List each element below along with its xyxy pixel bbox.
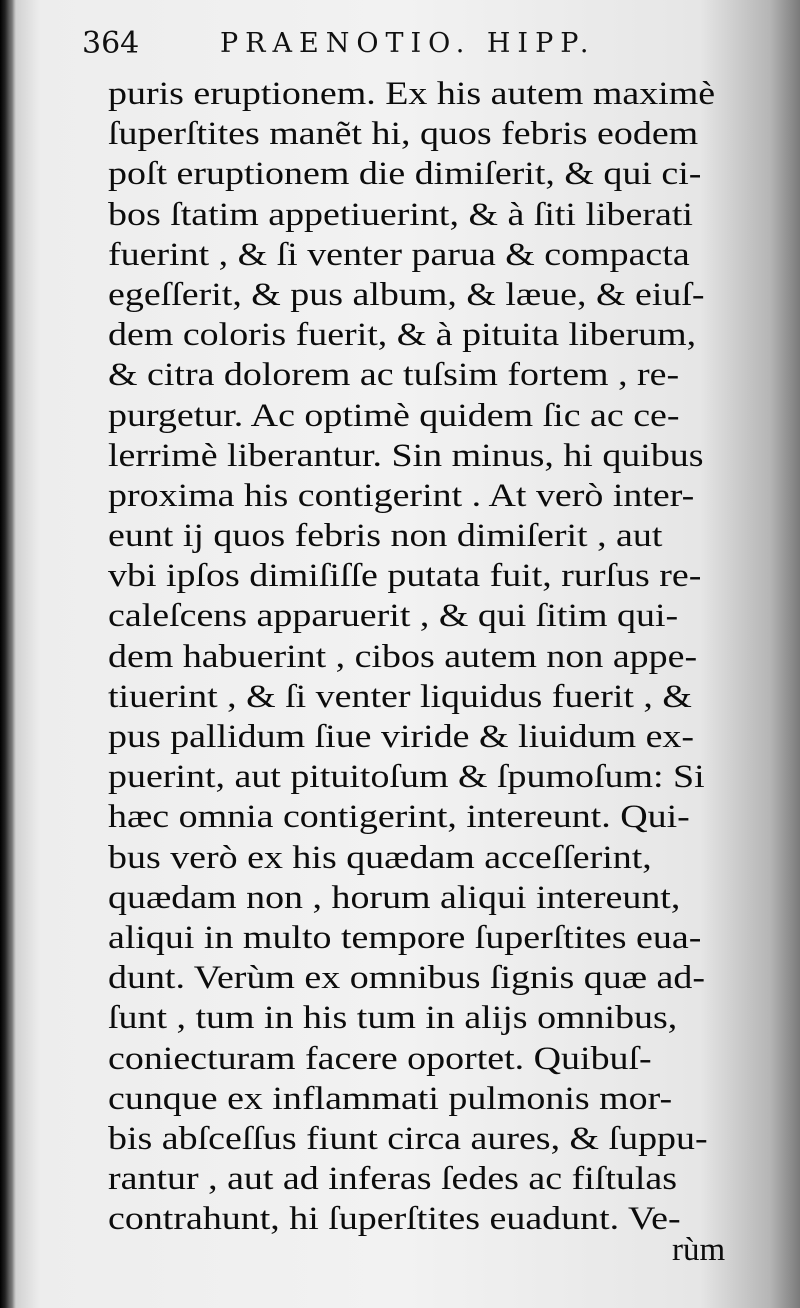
text-line: cunque ex inflammati pulmonis mor- bbox=[108, 1080, 673, 1117]
page-header bbox=[82, 24, 662, 64]
text-line: egeſſerit, & pus album, & læue, & eiuſ- bbox=[108, 276, 705, 313]
text-line: bis abſceſſus fiunt circa aures, & ſuppu- bbox=[108, 1120, 708, 1157]
text-line: poſt eruptionem die dimiſerit, & qui ci- bbox=[108, 156, 702, 193]
text-line: & citra dolorem ac tuſsim fortem , re- bbox=[108, 357, 680, 394]
text-line: hæc omnia contigerint, intereunt. Qui- bbox=[108, 799, 690, 836]
text-line: lerrimè liberantur. Sin minus, hi quibus bbox=[108, 437, 704, 474]
text-line: aliqui in multo tempore ſuperſtites eua- bbox=[108, 919, 702, 956]
text-line: dunt. Verùm ex omnibus ſignis quæ ad- bbox=[108, 960, 705, 997]
catchword: rùm bbox=[672, 1232, 726, 1268]
text-line: vbi ipſos dimiſiſſe putata fuit, rurſus re- bbox=[108, 558, 702, 595]
text-line: bus verò ex his quædam acceſſerint, bbox=[108, 839, 652, 876]
text-line: dem coloris fuerit, & à pituita liberum, bbox=[108, 317, 697, 354]
body-text bbox=[108, 74, 748, 1239]
binding-edge bbox=[0, 0, 16, 1308]
text-line: pus pallidum ſiue viride & liuidum ex- bbox=[108, 719, 695, 755]
page-number: 364 bbox=[82, 26, 140, 61]
text-line: tiuerint , & ſi venter liquidus fuerit , & bbox=[108, 678, 692, 715]
text-line: dem habuerint , cibos autem non appe- bbox=[108, 638, 698, 675]
text-line: proxima his contigerint . At verò inter- bbox=[108, 477, 695, 514]
text-line: bos ſtatim appetiuerint, & à ſiti liberati bbox=[108, 196, 693, 233]
text-line: rantur , aut ad inferas ſedes ac fiſtulas bbox=[108, 1161, 678, 1198]
text-line: quædam non , horum aliqui intereunt, bbox=[108, 879, 681, 916]
running-title: PRAENOTIO. HIPP. bbox=[220, 28, 596, 59]
text-line: caleſcens apparuerit , & qui ſitim qui- bbox=[108, 598, 679, 635]
text-line: ſunt , tum in his tum in alijs omnibus, bbox=[108, 1000, 678, 1037]
text-line: puerint, aut pituitoſum & ſpumoſum: Si bbox=[108, 759, 705, 796]
text-line: coniecturam facere oportet. Quibuſ- bbox=[108, 1040, 652, 1077]
text-line: fuerint , & ſi venter parua & compacta bbox=[108, 236, 690, 273]
text-line: contrahunt, hi ſuperſtites euadunt. Ve- bbox=[108, 1201, 681, 1238]
text-line: purgetur. Ac optimè quidem ſic ac ce- bbox=[108, 397, 680, 434]
text-line: ſuperſtites manẽt hi, quos febris eodem bbox=[108, 116, 699, 153]
text-line: puris eruptionem. Ex his autem maximè bbox=[108, 76, 716, 112]
text-line: eunt ij quos febris non dimiſerit , aut bbox=[108, 518, 663, 555]
